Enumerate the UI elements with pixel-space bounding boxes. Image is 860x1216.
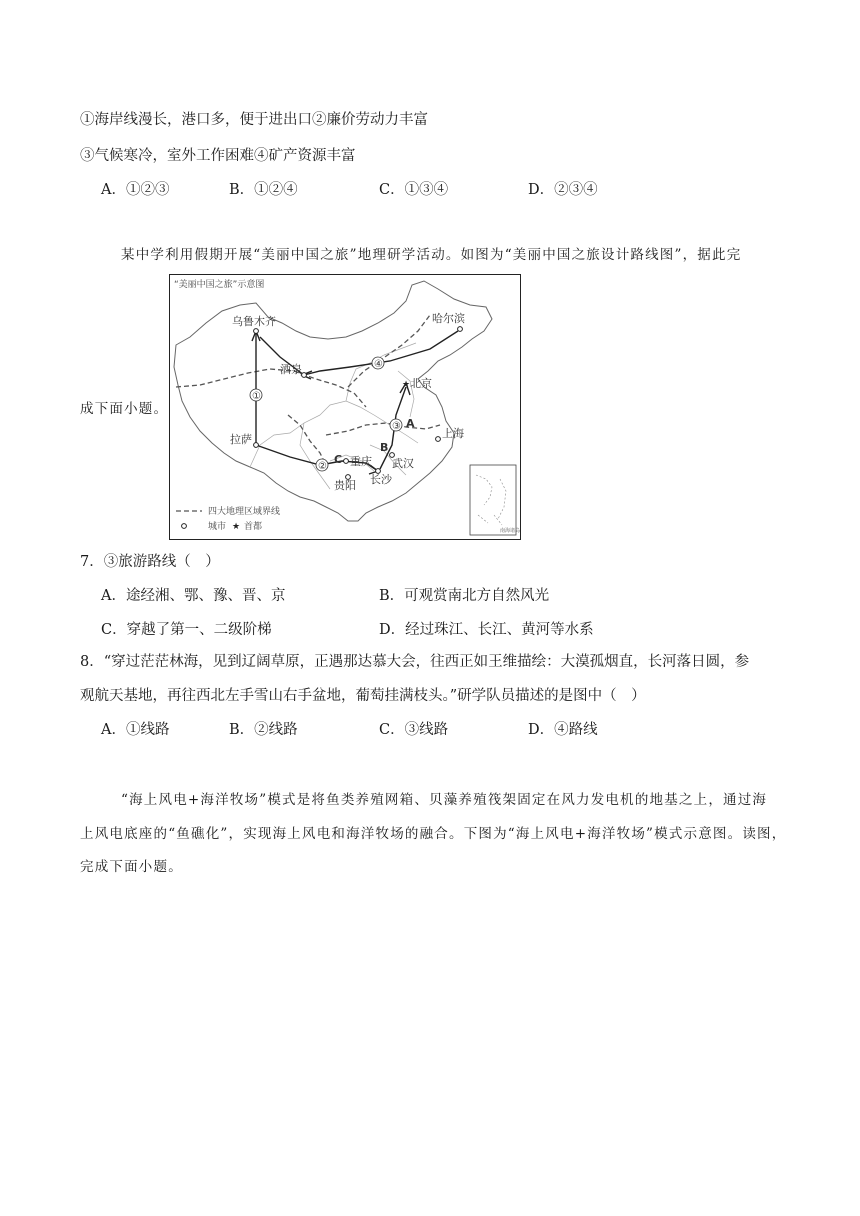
- group1-intro-end: 成下面小题。: [80, 401, 169, 417]
- region-boundary-north-south: [326, 423, 440, 435]
- q8-stem-line-2: 观航天基地，再往西北左手雪山右手盆地，葡萄挂满枝头。”研学队员描述的是图中（ ）: [80, 688, 646, 704]
- legend-capital: 首都: [244, 522, 263, 532]
- prev-option-d: D．②③④: [528, 182, 598, 198]
- group2-intro-line-3: 完成下面小题。: [80, 859, 183, 875]
- prev-option-b: B．①②④: [229, 182, 298, 198]
- prev-option-c: C．①③④: [379, 182, 449, 198]
- q8-option-a: A．①线路: [101, 722, 170, 738]
- point-b: B: [380, 441, 389, 454]
- route-marker-3: ③: [392, 421, 401, 432]
- city-wuhan: 武汉: [392, 457, 414, 470]
- city-dot-lhasa: [254, 443, 259, 448]
- q7-option-a: A．途经湘、鄂、豫、晋、京: [101, 588, 286, 604]
- q7-stem: 7．③旅游路线（ ）: [80, 554, 220, 570]
- city-lhasa: 拉萨: [230, 433, 252, 446]
- city-dot-chongqing: [344, 459, 349, 464]
- q8-option-b: B．②线路: [229, 722, 298, 738]
- q7-option-c: C．穿越了第一、二级阶梯: [101, 622, 272, 638]
- map-title: “美丽中国之旅”示意图: [174, 280, 265, 290]
- legend-boundary: 四大地理区域界线: [208, 507, 281, 517]
- city-shanghai: 上海: [442, 427, 464, 440]
- city-beijing: 北京: [410, 377, 432, 390]
- city-dot-shanghai: [436, 437, 441, 442]
- prev-question-line-2: ③气候寒冷，室外工作困难④矿产资源丰富: [80, 148, 356, 164]
- point-a: A: [406, 417, 415, 430]
- q8-option-c: C．③线路: [379, 722, 449, 738]
- city-dot-jiuquan: [302, 373, 307, 378]
- china-route-map: [170, 275, 520, 539]
- q8-stem-line-1: 8．“穿过茫茫林海，见到辽阔草原，正遇那达慕大会，往西正如王维描绘：大漠孤烟直，长河落日圆，参: [80, 654, 750, 670]
- inset-label: 南海诸岛: [500, 528, 520, 534]
- city-harbin: 哈尔滨: [432, 312, 465, 325]
- city-changsha: 长沙: [370, 473, 392, 486]
- city-dot-urumqi: [254, 329, 259, 334]
- point-c: C: [334, 453, 343, 466]
- q7-option-b: B．可观赏南北方自然风光: [379, 588, 550, 604]
- legend-city: 城市: [208, 522, 227, 532]
- region-boundary-north-west: [176, 369, 366, 407]
- capital-star-beijing: ★: [402, 380, 411, 390]
- group2-intro-line-2: 上风电底座的“鱼礁化”，实现海上风电和海洋牧场的融合。下图为“海上风电+海洋牧场”模式示意图。读图，: [80, 826, 787, 842]
- city-dot-harbin: [458, 327, 463, 332]
- prev-option-a: A．①②③: [101, 182, 170, 198]
- city-jiuquan: 酒泉: [280, 363, 302, 376]
- city-urumqi: 乌鲁木齐: [232, 315, 276, 328]
- prev-question-line-1: ①海岸线漫长，港口多，便于进出口②廉价劳动力丰富: [80, 112, 428, 128]
- route-marker-4: ④: [374, 359, 383, 370]
- city-guiyang: 贵阳: [334, 479, 356, 492]
- route-map-figure: [169, 274, 521, 540]
- city-chongqing: 重庆: [350, 455, 372, 468]
- svg-text:★: ★: [232, 522, 241, 532]
- group1-intro: 某中学利用假期开展“美丽中国之旅”地理研学活动。如图为“美丽中国之旅设计路线图”，据此完: [121, 247, 742, 263]
- group2-intro-line-1: “海上风电+海洋牧场”模式是将鱼类养殖网箱、贝藻养殖筏架固定在风力发电机的地基之上，通过海: [121, 792, 768, 808]
- route-marker-2: ②: [318, 461, 327, 472]
- q8-option-d: D．④路线: [528, 722, 598, 738]
- route-marker-1: ①: [252, 391, 261, 402]
- q7-option-d: D．经过珠江、长江、黄河等水系: [379, 622, 594, 638]
